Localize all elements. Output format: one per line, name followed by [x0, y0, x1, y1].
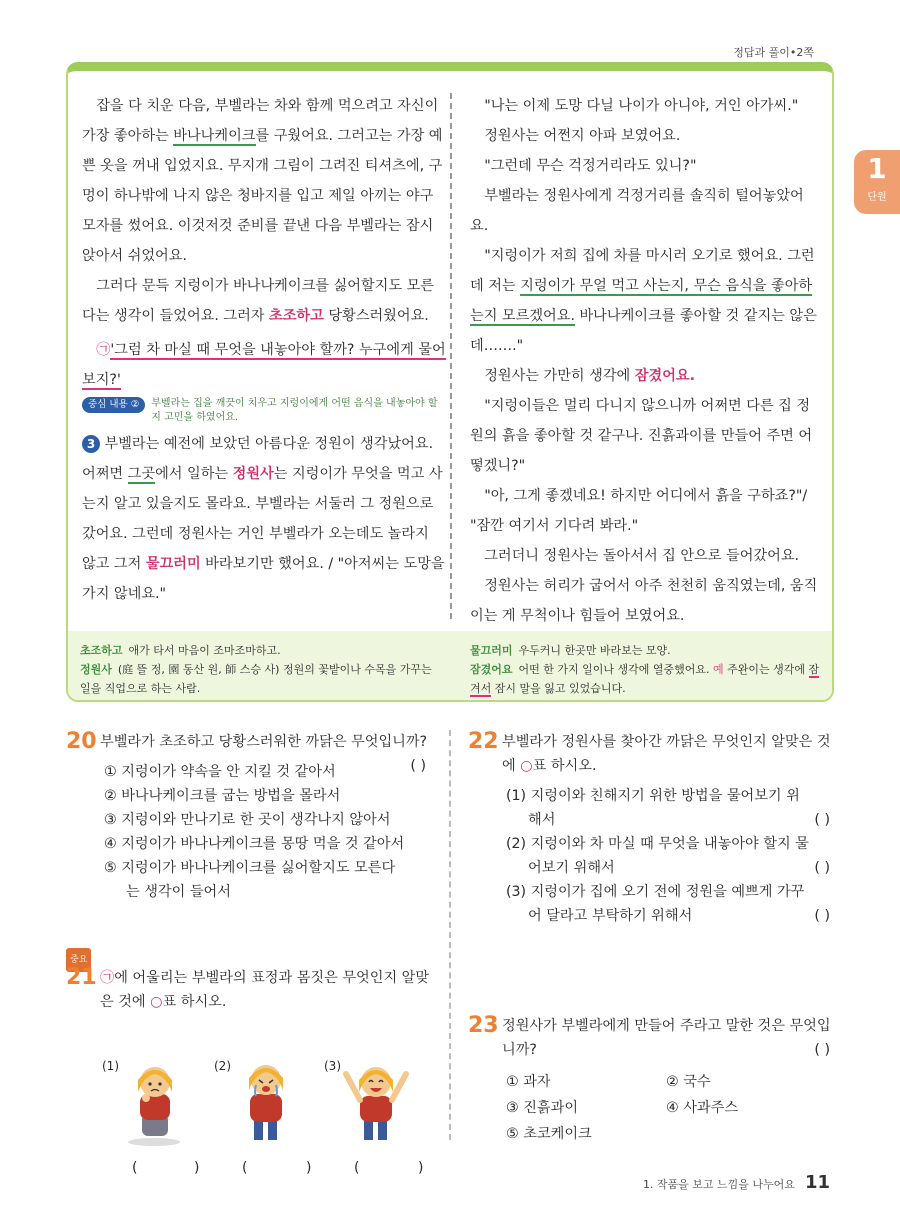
- underline-banana-cake: 바나나케이크: [173, 128, 256, 144]
- option-3[interactable]: ③ 진흙과이: [506, 1100, 579, 1116]
- option-4[interactable]: ④ 지렁이가 바나나케이크를 몽땅 먹을 것 같아서: [104, 836, 405, 852]
- central-idea-badge: 중심 내용 ②: [82, 397, 145, 413]
- page-number: 11: [804, 1172, 830, 1193]
- dialogue-line-4: 부벨라는 정원사에게 걱정거리를 솔직히 털어놓았어요.: [470, 188, 804, 234]
- question-23: 23 정원사가 부벨라에게 만들어 주라고 말한 것은 무엇입니까? ( ) ① 과자 ② 국수 ③ 진흙과이 ④ 사과주스 ⑤ 초코케이크: [468, 1014, 836, 1146]
- answer-paren-3-open[interactable]: (: [354, 1160, 360, 1176]
- vocab-jamgyeosseoyo: 잠겼어요.: [634, 368, 695, 384]
- question-20: 20 부벨라가 초조하고 당황스러워한 까닭은 무엇입니까? ( ) ① 지렁이가 약속을 안 지킬 것 같아서 ② 바나나케이크를 굽는 방법을 몰라서 ③ 지렁이와 만나기로 한 곳이 생각나지 않아서 ④ 지렁이가 바나나케이크를 몽땅 먹을 것 같아서 ⑤ 지렁이가 바나나케이크를 싫어할지도 모른다 는 생각이 들어서: [66, 730, 432, 904]
- answer-blank[interactable]: ( ): [814, 1042, 830, 1058]
- dialogue-line-2: 정원사는 어쩐지 아파 보였어요.: [484, 128, 681, 144]
- dialogue-line-1: "나는 이제 도망 다닐 나이가 아니야, 거인 아가씨.": [484, 98, 799, 114]
- gloss-item-chojo: 초조하고 애가 타서 마음이 조마조마하고.: [80, 644, 281, 657]
- answer-blank[interactable]: ( ): [410, 758, 426, 774]
- dialogue-line-7: "지렁이들은 멀리 다니지 않으니까 어쩌면 다른 집 정원의 흙을 좋아할 것 같구나. 진흙과이를 만들어 주면 어떻겠니?": [470, 398, 813, 474]
- column-divider: [450, 93, 452, 619]
- dialogue-line-6: 정원사는 가만히 생각에 잠겼어요.: [484, 368, 695, 384]
- header-label: 정답과 풀이•2쪽: [733, 46, 814, 59]
- answer-options: (1) 지렁이와 친해지기 위한 방법을 물어보기 위 해서 ( ) (2) 지렁이와 차 마실 때 무엇을 내놓아야 할지 물 어보기 위해서 ( ) (3) 지렁이가 집에 오기 전에 정원을 예쁘게 가꾸 어 달라고 부탁하기 위해서 ( ): [506, 784, 836, 928]
- option-4[interactable]: ④ 사과주스: [666, 1100, 739, 1116]
- page-footer: [643, 1172, 830, 1193]
- vocab-jeongwonsa: 정원사: [232, 466, 274, 482]
- question-number: 23: [468, 1013, 499, 1038]
- questions-area: [66, 729, 836, 1176]
- answer-paren-2-close[interactable]: ): [306, 1160, 312, 1176]
- option-2[interactable]: ② 바나나케이크를 굽는 방법을 몰라서: [104, 788, 341, 804]
- option-5[interactable]: ⑤ 지렁이가 바나나케이크를 싫어할지도 모른다: [104, 860, 396, 876]
- reading-passage-box: [66, 62, 834, 702]
- vocab-mulkkeurumi: 물끄러미: [145, 556, 201, 572]
- reading-right-column: [470, 91, 820, 631]
- option-5[interactable]: ⑤ 초코케이크: [506, 1126, 592, 1142]
- vocabulary-glossary: [68, 631, 832, 702]
- passage-paragraph-1: 잡을 다 치운 다음, 부벨라는 차와 함께 먹으려고 자신이 가장 좋아하는 바나나케이크를 구웠어요. 그러고는 가장 예쁜 옷을 꺼내 입었지요. 무지개 그림이 그려진 티셔츠에, 구멍이 하나밖에 나지 않은 청바지를 입고 제일 아끼는 야구 모자를 썼어요. 이것저것 준비를 끝낸 다음 부벨라는 잠시 앉아서 쉬었어요.: [82, 98, 443, 264]
- reading-left-column: [82, 91, 446, 609]
- important-badge: 중요: [66, 948, 91, 972]
- central-idea-note: [82, 397, 446, 425]
- option-3[interactable]: ③ 지렁이와 만나기로 한 곳이 생각나지 않아서: [104, 812, 391, 828]
- answer-paren-2-open[interactable]: (: [242, 1160, 248, 1176]
- option-2[interactable]: ② 국수: [666, 1074, 711, 1090]
- question-number: 20: [66, 729, 97, 754]
- gloss-item-jeongwonsa: 정원사 (庭 뜰 정, 園 동산 원, 師 스승 사) 정원의 꽃밭이나 수목을 가꾸는 일을 직업으로 하는 사람.: [80, 663, 432, 695]
- expression-figures: [102, 1056, 432, 1176]
- option-3[interactable]: (3) 지렁이가 집에 오기 전에 정원을 예쁘게 가꾸: [506, 884, 805, 900]
- dialogue-line-9: 그러더니 정원사는 돌아서서 집 안으로 들어갔어요.: [484, 548, 800, 564]
- question-number: 22: [468, 729, 499, 754]
- mark-giyeok: ㉠: [96, 342, 111, 358]
- answer-options: [506, 1070, 836, 1146]
- option-1[interactable]: ① 과자: [506, 1074, 551, 1090]
- footer-unit-title: 1. 작품을 보고 느낌을 나누어요: [642, 1178, 795, 1191]
- passage-paragraph-4: 3 부벨라는 예전에 보았던 아름다운 정원이 생각났어요. 어쩌면 그곳에서 일하는 정원사는 지렁이가 무엇을 먹고 사는지 알고 있을지도 몰라요. 부벨라는 서둘러 그 정원으로 갔어요. 그런데 정원사는 거인 부벨라가 오는데도 놀라지 않고 그저 물끄러미 바라보기만 했어요. / "아저씨는 도망을 가지 않네요.": [82, 436, 445, 602]
- figure-option-1[interactable]: (1): [102, 1056, 202, 1146]
- underline-question-thought: '그럼 차 마실 때 무엇을 내놓아야 할까? 누구에게 물어보지?': [82, 342, 446, 388]
- unit-label: 단원: [867, 192, 887, 203]
- underline-worry: 지렁이가 무얼 먹고 사는지, 무슨 음식을 좋아하는지 모르겠어요.: [470, 278, 813, 324]
- option-1[interactable]: ① 지렁이가 약속을 안 지킬 것 같아서: [104, 764, 336, 780]
- option-1[interactable]: (1) 지렁이와 친해지기 위한 방법을 물어보기 위: [506, 788, 800, 804]
- answer-paren-3-close[interactable]: ): [418, 1160, 424, 1176]
- answer-blank-3[interactable]: ( ): [814, 908, 830, 924]
- dialogue-line-8: "아, 그게 좋겠네요! 하지만 어디에서 흙을 구하죠?"/ "잠깐 여기서 기다려 봐라.": [470, 488, 808, 534]
- answer-options: ① 지렁이가 약속을 안 지킬 것 같아서 ② 바나나케이크를 굽는 방법을 몰라서 ③ 지렁이와 만나기로 한 곳이 생각나지 않아서 ④ 지렁이가 바나나케이크를 몽땅 먹을 것 같아서 ⑤ 지렁이가 바나나케이크를 싫어할지도 모른다 는 생각이 들어서: [104, 760, 432, 904]
- gloss-item-mulkkeurumi: 물끄러미 우두커니 한곳만 바라보는 모양.: [470, 644, 671, 657]
- unit-number: 1: [867, 152, 887, 185]
- vocab-chojo: 초조하고: [269, 308, 324, 324]
- dialogue-line-5: "지렁이가 저희 집에 차를 마시러 오기로 했어요. 그런데 저는 지렁이가 무얼 먹고 사는지, 무슨 음식을 좋아하는지 모르겠어요. 바나나케이크를 좋아할 것 같지는 않은데…….": [470, 248, 817, 354]
- option-2[interactable]: (2) 지렁이와 차 마실 때 무엇을 내놓아야 할지 물: [506, 836, 809, 852]
- dialogue-line-10: 정원사는 허리가 굽어서 아주 천천히 움직였는데, 움직이는 게 무척이나 힘들어 보였어요.: [470, 578, 818, 624]
- paragraph-number-3: 3: [82, 435, 100, 453]
- question-22: 22 부벨라가 정원사를 찾아간 까닭은 무엇인지 알맞은 것에 ○표 하시오. (1) 지렁이와 친해지기 위한 방법을 물어보기 위 해서 ( ) (2) 지렁이와 차 마실 때 무엇을 내놓아야 할지 물 어보기 위해서 ( ) (3) 지렁이가 집에 오기 전에 정원을 예쁘게 가꾸 어 달라고 부탁하기 위해서 ( ): [468, 730, 836, 928]
- figure-option-3[interactable]: (3): [324, 1056, 424, 1146]
- question-number: 21: [66, 965, 97, 990]
- question-21: 중요 21 ㉠에 어울리는 부벨라의 표정과 몸짓은 무엇인지 알맞은 것에 ○표 하시오. (1) (2) (3) ( ) ( ) ( ): [66, 966, 436, 1014]
- underline-geugot: 그곳: [127, 466, 156, 482]
- gloss-item-jamgyeosseoyo: 잠겼어요 어떤 한 가지 일이나 생각에 열중했어요. 예 주완이는 생각에 잠겨서 잠시 말을 잃고 있었습니다.: [470, 663, 820, 695]
- unit-side-tab: [854, 150, 900, 214]
- passage-paragraph-2: 그러다 문득 지렁이가 바나나케이크를 싫어할지도 모른다는 생각이 들었어요. 그러자 초조하고 당황스러웠어요.: [82, 278, 434, 324]
- figure-option-2[interactable]: (2): [214, 1056, 314, 1146]
- answer-paren-1-open[interactable]: (: [132, 1160, 138, 1176]
- passage-paragraph-3: [82, 335, 446, 395]
- answer-blank-1[interactable]: ( ): [814, 812, 830, 828]
- questions-divider: [449, 730, 451, 1140]
- answer-blank-2[interactable]: ( ): [814, 860, 830, 876]
- central-idea-text: 부벨라는 집을 깨끗이 치우고 지렁이에게 어떤 음식을 내놓아야 할지 고민을 하였어요.: [151, 398, 438, 423]
- answer-paren-1-close[interactable]: ): [194, 1160, 200, 1176]
- dialogue-line-3: "그런데 무슨 걱정거리라도 있니?": [484, 158, 697, 174]
